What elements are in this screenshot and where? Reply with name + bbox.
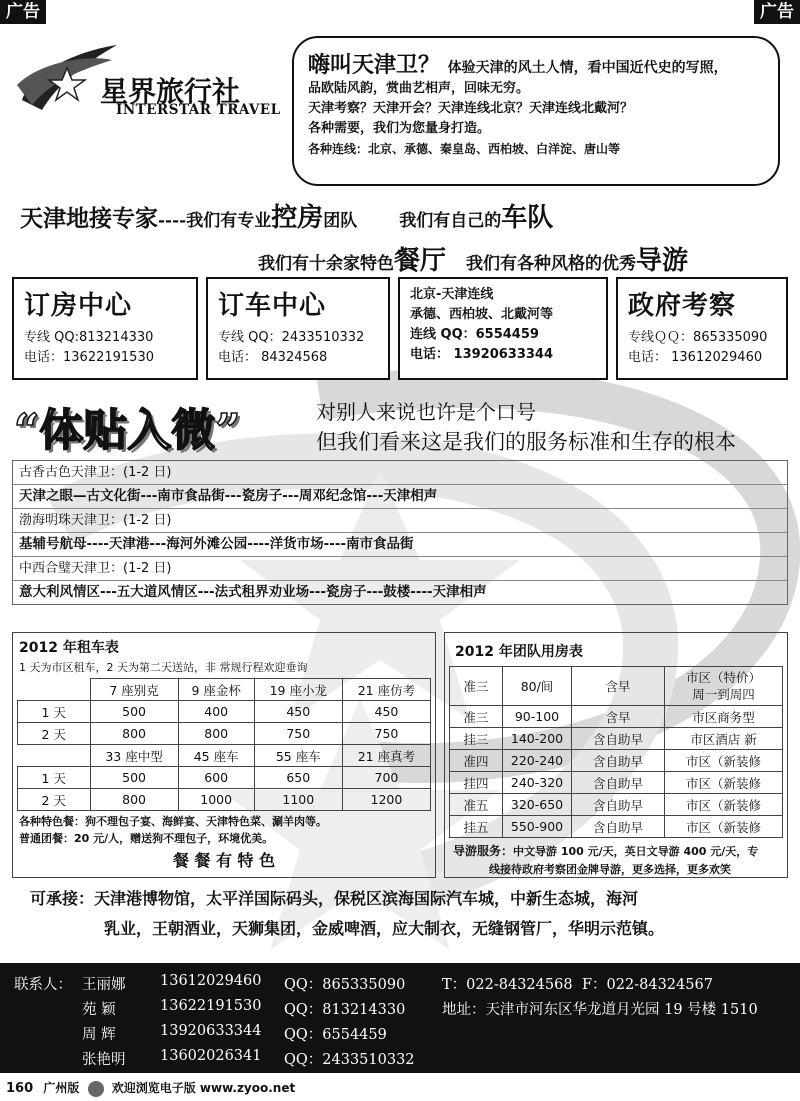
car-rental-note: 1 天为市区租车，2 天为第二天送站，非 常规行程欢迎垂询: [19, 661, 308, 674]
slogan-line2: [258, 240, 688, 277]
slogan-line1: [20, 197, 553, 234]
car-center-title: 订车中心: [218, 291, 327, 321]
table-cell: 400: [178, 701, 254, 723]
car-center-tel: 电话： 84324568: [218, 350, 328, 365]
car-rental-table: [17, 678, 431, 811]
page-number: 160: [6, 1081, 34, 1096]
intro-bubble: [292, 36, 780, 186]
table-cell: 挂五: [450, 816, 503, 838]
site-text: 欢迎浏览电子版 www.zyoo.net: [111, 1081, 296, 1095]
contact-qq: QQ：6554459: [284, 1027, 387, 1043]
table-header: 55 座车: [254, 745, 342, 767]
ad-label-left: 广告: [0, 0, 46, 24]
table-header: 45 座车: [178, 745, 254, 767]
room-center-box: [12, 277, 198, 380]
table-cell: 320-650: [503, 794, 572, 816]
room-table-title: 2012 年团队用房表: [455, 644, 583, 660]
table-cell: 550-900: [503, 816, 572, 838]
contact-label: 联系人：: [14, 977, 72, 993]
contact-qq: QQ：813214330: [284, 1002, 406, 1018]
guide-text1: 中文导游 100 元/天，英日文导游 400 元/天，专: [513, 845, 759, 858]
car-rental-section: [12, 632, 436, 878]
table-row: [18, 745, 431, 767]
table-cell: 650: [254, 767, 342, 789]
meal-title: 餐 餐 有 特 色: [172, 851, 276, 870]
table-cell: 市区（新装修: [665, 750, 783, 772]
contact-name: 周 辉: [82, 1027, 116, 1043]
table-row: [18, 701, 431, 723]
slogan-emph: 控房: [271, 203, 324, 233]
guide-label: 导游服务：: [453, 844, 514, 858]
table-cell: 750: [254, 723, 342, 745]
route-name: 古香古色天津卫：(1-2 日): [13, 461, 787, 485]
contact-name: 王丽娜: [82, 977, 126, 993]
table-cell: 450: [254, 701, 342, 723]
route-detail: 基辅号航母----天津港---海河外滩公园----洋货市场----南市食品街: [13, 533, 787, 557]
table-cell: 市区（新装修: [665, 794, 783, 816]
table-cell: 450: [342, 701, 430, 723]
gov-center-qq: 专线ＱＱ：865335090: [628, 330, 768, 345]
table-cell: 含自助早: [572, 772, 665, 794]
table-cell: 90-100: [503, 706, 572, 728]
table-cell: 220-240: [503, 750, 572, 772]
table-header: 准三: [450, 667, 503, 706]
table-cell: 240-320: [503, 772, 572, 794]
route-name: 渤海明珠天津卫：(1-2 日): [13, 509, 787, 533]
ad-label-right: 广告: [754, 0, 800, 24]
intro-line5: 各种连线：北京、承德、秦皇岛、西柏坡、白洋淀、唐山等: [308, 142, 621, 156]
table-cell: 挂三: [450, 728, 503, 750]
contact-phone: 13622191530: [160, 998, 262, 1014]
table-row: [18, 767, 431, 789]
contact-tel: T：022-84324568: [442, 977, 573, 993]
intro-line2: 品欧陆风韵，赏曲艺相声，回味无穷。: [308, 81, 530, 96]
contact-address: 地址：天津市河东区华龙道月光园 19 号楼 1510: [442, 1002, 758, 1018]
car-center-box: [206, 277, 390, 380]
room-table: [449, 666, 783, 838]
line-center-l2: 承德、西柏坡、北戴河等: [410, 307, 554, 322]
tiexin-line1: 对别人来说也许是个口号: [316, 400, 536, 424]
table-row: [450, 706, 783, 728]
table-header: 33 座中型: [90, 745, 178, 767]
table-cell: 市区（新装修: [665, 772, 783, 794]
table-row: [450, 772, 783, 794]
intro-line3: 天津考察？天津开会？天津连线北京？天津连线北戴河？: [308, 101, 634, 116]
table-row: [450, 728, 783, 750]
partners-line2: 乳业，王朝酒业，天狮集团，金威啤酒，应大制衣，无缝钢管厂，华明示范镇。: [104, 919, 665, 938]
intro-headline: 嗨叫天津卫？: [308, 52, 441, 78]
table-row: [450, 816, 783, 838]
slogan-text: 我们有自己的: [399, 211, 502, 231]
intro-line4: 各种需要，我们为您量身打造。: [308, 121, 491, 136]
meal-line1: 各种特色餐：狗不理包子宴、海鲜宴、天津特色菜、涮羊肉等。: [19, 815, 327, 828]
table-cell: [18, 679, 91, 701]
table-header: 19 座小龙: [254, 679, 342, 701]
guide-line2: 线接待政府考察团金牌导游，更多选择，更多欢笑: [489, 863, 731, 876]
table-cell: 800: [178, 723, 254, 745]
table-cell: 1 天: [18, 767, 91, 789]
table-cell: 准三: [450, 706, 503, 728]
table-cell: 700: [342, 767, 430, 789]
contact-phone: 13602026341: [160, 1048, 262, 1064]
table-cell: 含自助早: [572, 728, 665, 750]
table-cell: 800: [90, 789, 178, 811]
table-cell: 800: [90, 723, 178, 745]
table-cell: 含自助早: [572, 750, 665, 772]
table-cell: 2 天: [18, 789, 91, 811]
contact-fax: F：022-84324567: [582, 977, 713, 993]
room-center-tel: 电话：13622191530: [24, 350, 154, 365]
slogan-text: ----我们有专业: [158, 211, 272, 231]
room-header-days: 周一到周四: [692, 687, 755, 702]
table-row: [18, 789, 431, 811]
table-cell: 准五: [450, 794, 503, 816]
slogan-emph: 餐厅: [394, 246, 447, 276]
table-row: [18, 723, 431, 745]
gov-center-title: 政府考察: [628, 291, 737, 321]
table-cell: [18, 745, 91, 767]
table-row: [450, 794, 783, 816]
line-center-tel: 电话： 13920633344: [410, 347, 554, 362]
route-detail: 天津之眼—古文化街---南市食品街---瓷房子---周邓纪念馆---天津相声: [13, 485, 787, 509]
contact-name: 张艳明: [82, 1052, 126, 1068]
slogan-emph: 车队: [501, 203, 554, 233]
table-cell: 2 天: [18, 723, 91, 745]
logo-cn: 星界旅行社: [100, 75, 241, 108]
table-cell: 含早: [572, 706, 665, 728]
logo-en: INTERSTAR TRAVEL: [116, 102, 281, 118]
table-cell: 市区商务型: [665, 706, 783, 728]
contact-footer: [0, 963, 800, 1073]
room-section: [444, 632, 788, 878]
table-row: [450, 667, 783, 706]
table-header: 9 座金杯: [178, 679, 254, 701]
gov-center-tel: 电话： 13612029460: [628, 350, 763, 365]
room-center-qq: 专线 QQ:813214330: [24, 330, 154, 345]
line-center-box: [398, 277, 608, 380]
route-name: 中西合璧天津卫：(1-2 日): [13, 557, 787, 581]
table-cell: 准四: [450, 750, 503, 772]
table-cell: 1000: [178, 789, 254, 811]
contact-phone: 13920633344: [160, 1023, 262, 1039]
line-center-l1: 北京-天津连线: [410, 287, 494, 302]
line-center-qq: 连线 QQ：6554459: [410, 327, 539, 342]
partners-text1: 天津港博物馆，太平洋国际码头，保税区滨海国际汽车城，中新生态城，海河: [94, 889, 639, 908]
slogan-text: 团队: [323, 211, 358, 231]
logo: [12, 30, 282, 130]
car-rental-title: 2012 年租车表: [19, 640, 119, 656]
table-cell: 含自助早: [572, 816, 665, 838]
page-footer: [0, 1076, 800, 1100]
table-cell: 含自助早: [572, 794, 665, 816]
room-center-title: 订房中心: [24, 291, 133, 321]
edition-label: 广州版: [43, 1081, 80, 1095]
partners-label: 可承接：: [30, 889, 95, 908]
brand-circle-icon: [88, 1081, 104, 1097]
table-cell: 市区（新装修: [665, 816, 783, 838]
contact-phone: 13612029460: [160, 973, 262, 989]
table-cell: 挂四: [450, 772, 503, 794]
contact-name: 苑 颖: [82, 1002, 116, 1018]
route-list: [12, 460, 788, 605]
table-cell: 750: [342, 723, 430, 745]
table-cell: 1 天: [18, 701, 91, 723]
route-detail: 意大利风情区---五大道风情区---法式租界劝业场---瓷房子---鼓楼----天津相声: [19, 584, 487, 600]
partners-line1: [30, 886, 638, 909]
table-header: [665, 667, 783, 706]
table-header: 21 座真考: [342, 745, 430, 767]
table-row: [450, 750, 783, 772]
room-header-price: 市区（特价）: [685, 670, 761, 685]
slogan-text: 我们有十余家特色: [258, 254, 394, 274]
table-header: 80/间: [503, 667, 572, 706]
table-cell: 1200: [342, 789, 430, 811]
table-cell: 500: [90, 767, 178, 789]
car-center-qq: 专线 QQ：2433510332: [218, 330, 365, 345]
tiexin-title: “体贴入微”: [14, 405, 241, 456]
guide-line1: [445, 838, 787, 859]
contact-qq: QQ：2433510332: [284, 1052, 415, 1068]
table-header: 7 座别克: [90, 679, 178, 701]
slogan-text: 我们有各种风格的优秀: [466, 254, 637, 274]
intro-headline-sub: 体验天津的风土人情，看中国近代史的写照，: [447, 60, 728, 76]
table-cell: 1100: [254, 789, 342, 811]
table-cell: 市区酒店 新: [665, 728, 783, 750]
table-header: 21 座仿考: [342, 679, 430, 701]
table-cell: 500: [90, 701, 178, 723]
contact-qq: QQ：865335090: [284, 977, 406, 993]
slogan-expert: 天津地接专家: [20, 205, 158, 232]
meal-line2: 普通团餐：20 元/人，赠送狗不理包子，环境优美。: [19, 832, 274, 845]
table-cell: 140-200: [503, 728, 572, 750]
table-cell: 600: [178, 767, 254, 789]
table-row: [18, 679, 431, 701]
table-header: 含早: [572, 667, 665, 706]
tiexin-line2: 但我们看来这是我们的服务标准和生存的根本: [316, 430, 736, 454]
slogan-emph: 导游: [636, 246, 689, 276]
gov-center-box: [616, 277, 788, 380]
